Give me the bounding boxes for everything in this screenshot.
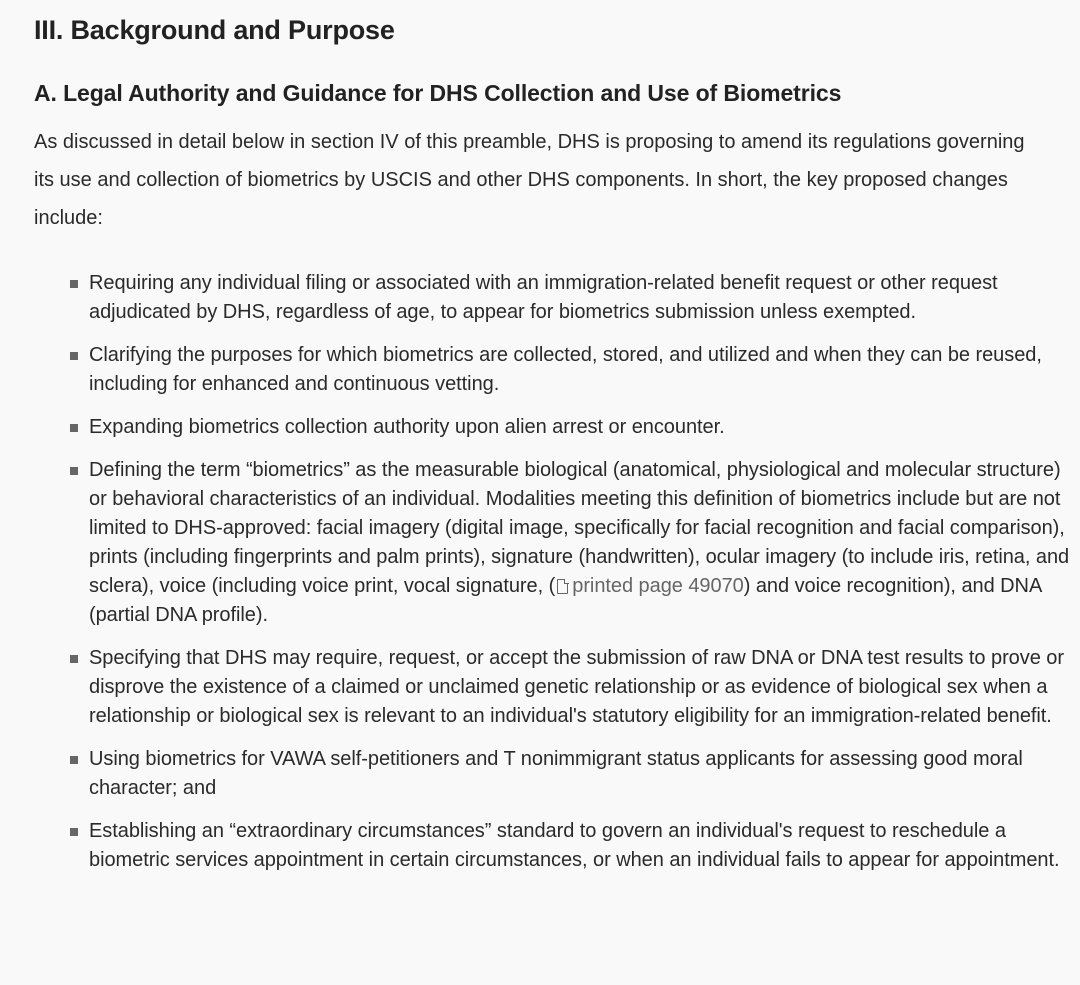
list-item-text: Expanding biometrics collection authority upon alien arrest or encounter. [89, 416, 725, 438]
document-icon [557, 579, 568, 594]
list-item [70, 456, 1076, 630]
list-item-text: Requiring any individual filing or associated with an immigration-related benefit request or other request adjudicated by DHS, regardless of age, to appear for biometrics submission unless exempted. [89, 272, 998, 323]
list-item [70, 817, 1076, 875]
square-bullet-icon [70, 828, 78, 836]
section-title: III. Background and Purpose [34, 15, 395, 45]
intro-paragraph: As discussed in detail below in section IV of this preamble, DHS is proposing to amend its regulations governing its use and collection of biometrics by USCIS and other DHS components. In short, the key proposed changes include: [34, 131, 1025, 229]
list-item [70, 341, 1076, 399]
square-bullet-icon [70, 424, 78, 432]
square-bullet-icon [70, 655, 78, 663]
printed-page-link-label: printed page 49070 [572, 575, 744, 597]
list-item [70, 745, 1076, 803]
list-item-text: Establishing an “extraordinary circumstances” standard to govern an individual's request to reschedule a biometric services appointment in certain circumstances, or when an individual fails to appear for appointment. [89, 820, 1060, 871]
square-bullet-icon [70, 756, 78, 764]
list-item-text: Clarifying the purposes for which biometrics are collected, stored, and utilized and when they can be reused, including for enhanced and continuous vetting. [89, 344, 1042, 395]
list-item-text [89, 459, 1069, 626]
printed-page-link[interactable] [555, 575, 743, 597]
proposed-changes-list [70, 269, 1076, 889]
list-item-text: Using biometrics for VAWA self-petitioners and T nonimmigrant status applicants for assessing good moral character; and [89, 748, 1023, 799]
subsection-title: A. Legal Authority and Guidance for DHS Collection and Use of Biometrics [34, 80, 842, 106]
list-item [70, 413, 1076, 442]
list-item-text-before-link: Defining the term “biometrics” as the measurable biological (anatomical, physiological and molecular structure) or behavioral characteristics of an individual. Modalities meeting this definition of biometrics include but are not limited to DHS-approved: facial imagery (digital image, specifically for facial recognition and facial comparison), prints (including fingerprints and palm prints), signature (handwritten), ocular imagery (to include iris, retina, and sclera), voice (including voice print, vocal signature, ( [89, 459, 1070, 597]
list-item [70, 269, 1076, 327]
square-bullet-icon [70, 467, 78, 475]
list-item-text-after-link: ) and voice recognition), and DNA (partial DNA profile). [89, 575, 1042, 626]
square-bullet-icon [70, 352, 78, 360]
list-item [70, 644, 1076, 731]
list-item-text: Specifying that DHS may require, request, or accept the submission of raw DNA or DNA test results to prove or disprove the existence of a claimed or unclaimed genetic relationship or as evidence of biological sex when a relationship or biological sex is relevant to an individual's statutory eligibility for an immigration-related benefit. [89, 647, 1064, 727]
square-bullet-icon [70, 280, 78, 288]
